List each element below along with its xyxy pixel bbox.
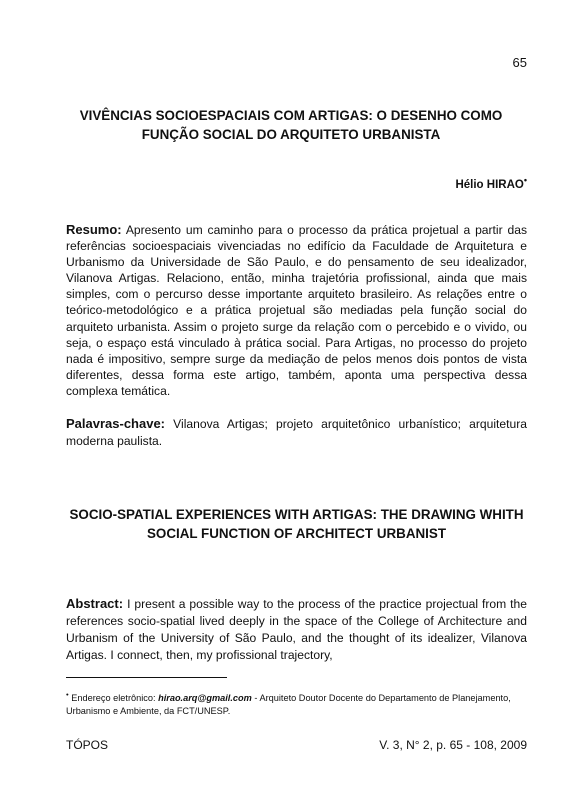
keywords-portuguese-label: Palavras-chave: <box>66 416 166 431</box>
abstract-portuguese-label: Resumo: <box>66 222 122 237</box>
article-title-portuguese: VIVÊNCIAS SOCIOESPACIAIS COM ARTIGAS: O DESENHO COMO FUNÇÃO SOCIAL DO ARQUITETO URBANISTA <box>79 108 503 142</box>
footnote-email-link[interactable]: hirao.arq@gmail.com <box>158 693 252 704</box>
article-title-english: SOCIO-SPATIAL EXPERIENCES WITH ARTIGAS: THE DRAWING WHITH SOCIAL FUNCTION OF ARCHITECT URBANIST <box>69 507 524 541</box>
author-footnote-marker: • <box>523 175 527 185</box>
footnote-divider <box>66 677 227 678</box>
abstract-english-text: I present a possible way to the process of the practice projectual from the references socio-spatial lived deeply in the space of the College of Architecture and Urbanism of the University of São Paulo, and the thought of its idealizer, Vilanova Artigas. I connect, then, my profissional trajectory, <box>66 597 527 662</box>
footnote-marker: • <box>66 690 69 699</box>
abstract-portuguese-text: Apresento um caminho para o processo da prática projetual a partir das referências socioespaciais vivenciadas no edifício da Faculdade de Arquitetura e Urbanismo da Universidade de São Paulo, e do pensamento de seu idealizador, Vilanova Artigas. Relaciono, então, minha trajetória profissional, ainda que mais simples, com o percurso desse importante arquiteto brasileiro. As relações entre o teórico-metodológico e a prática projetual são mediadas pela função social do arquiteto urbanista. Assim o projeto surge da relação com o percebido e o vivido, ou seja, o espaço está vinculado à prática social. Para Artigas, no processo do projeto nada é impositivo, sempre surge da mediação de pelos menos dois pontos de vista diferentes, dessa forma este artigo, também, aponta uma perspectiva dessa complexa temática. <box>66 223 527 398</box>
footnote-prefix: Endereço eletrônico: <box>71 693 156 704</box>
author-line <box>455 175 527 191</box>
keywords-portuguese-text: Vilanova Artigas; projeto arquitetônico urbanístico; arquitetura moderna paulista. <box>66 417 527 448</box>
page-number: 65 <box>512 55 527 70</box>
footer-citation: V. 3, N° 2, p. 65 - 108, 2009 <box>379 738 527 752</box>
abstract-english <box>66 595 527 664</box>
abstract-english-label: Abstract: <box>66 596 124 611</box>
keywords-portuguese <box>66 416 527 449</box>
footer-journal-name: TÓPOS <box>66 738 109 752</box>
footnote-text: - Arquiteto Doutor Docente do Departamento de Planejamento, Urbanismo e Ambiente, da FCT/UNESP. <box>66 693 511 717</box>
author-name: Hélio HIRAO <box>455 178 524 191</box>
abstract-portuguese <box>66 222 527 399</box>
footnote <box>66 688 527 718</box>
